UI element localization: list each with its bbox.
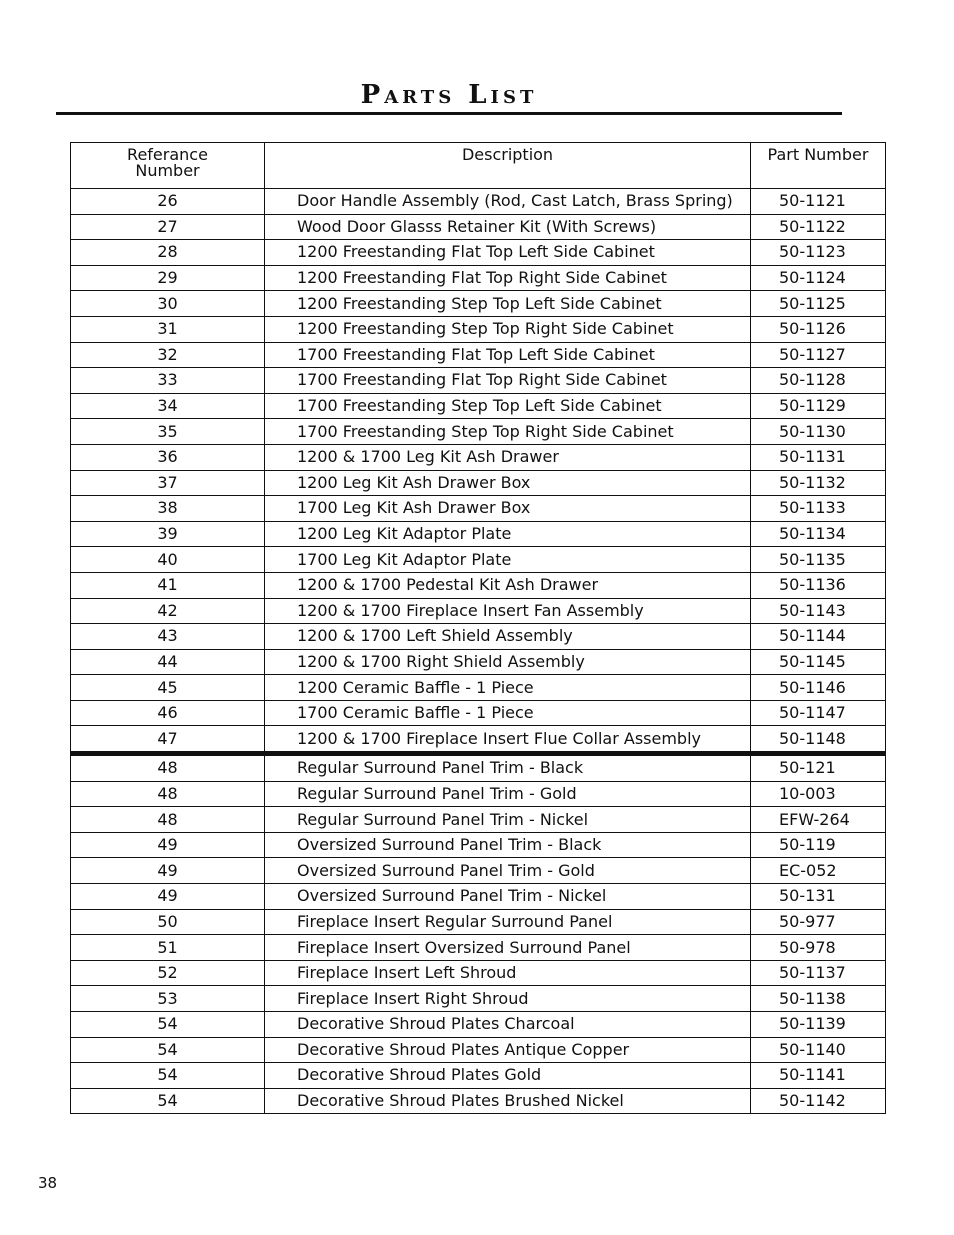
description-cell: Door Handle Assembly (Rod, Cast Latch, Brass Spring) <box>265 189 751 215</box>
description-cell: 1700 Ceramic Baffle - 1 Piece <box>265 700 751 726</box>
description-cell: 1200 Leg Kit Ash Drawer Box <box>265 470 751 496</box>
reference-number-cell: 51 <box>71 935 265 961</box>
reference-number-cell: 43 <box>71 624 265 650</box>
description-cell: 1200 Freestanding Flat Top Left Side Cabinet <box>265 240 751 266</box>
reference-number-cell: 54 <box>71 1037 265 1063</box>
parts-table-body <box>71 189 886 1114</box>
part-number-cell: 50-1127 <box>751 342 886 368</box>
table-row <box>71 884 886 910</box>
reference-number-cell: 45 <box>71 675 265 701</box>
description-cell: 1700 Leg Kit Ash Drawer Box <box>265 496 751 522</box>
reference-number-cell: 50 <box>71 909 265 935</box>
description-cell: Regular Surround Panel Trim - Black <box>265 754 751 782</box>
part-number-cell: 50-1145 <box>751 649 886 675</box>
header-description: Description <box>265 143 751 189</box>
header-part-number: Part Number <box>751 143 886 189</box>
part-number-cell: 50-1143 <box>751 598 886 624</box>
description-cell: Regular Surround Panel Trim - Gold <box>265 781 751 807</box>
part-number-cell: 50-1144 <box>751 624 886 650</box>
part-number-cell: 50-1123 <box>751 240 886 266</box>
part-number-cell: 50-1142 <box>751 1088 886 1114</box>
description-cell: Fireplace Insert Left Shroud <box>265 960 751 986</box>
table-row <box>71 496 886 522</box>
table-row <box>71 858 886 884</box>
table-row <box>71 265 886 291</box>
table-row <box>71 419 886 445</box>
part-number-cell: 50-119 <box>751 832 886 858</box>
reference-number-cell: 54 <box>71 1088 265 1114</box>
part-number-cell: 50-1137 <box>751 960 886 986</box>
reference-number-cell: 40 <box>71 547 265 573</box>
reference-number-cell: 36 <box>71 444 265 470</box>
reference-number-cell: 29 <box>71 265 265 291</box>
reference-number-cell: 42 <box>71 598 265 624</box>
table-row <box>71 572 886 598</box>
part-number-cell: 50-1128 <box>751 368 886 394</box>
table-row <box>71 240 886 266</box>
table-row <box>71 316 886 342</box>
part-number-cell: 50-1148 <box>751 726 886 754</box>
part-number-cell: 50-1134 <box>751 521 886 547</box>
table-row <box>71 649 886 675</box>
part-number-cell: 50-1132 <box>751 470 886 496</box>
table-row <box>71 781 886 807</box>
table-row <box>71 700 886 726</box>
part-number-cell: 50-1124 <box>751 265 886 291</box>
table-row <box>71 832 886 858</box>
description-cell: 1200 & 1700 Fireplace Insert Fan Assembly <box>265 598 751 624</box>
table-row <box>71 444 886 470</box>
part-number-cell: 50-1141 <box>751 1063 886 1089</box>
part-number-cell: EC-052 <box>751 858 886 884</box>
part-number-cell: 50-1126 <box>751 316 886 342</box>
table-row <box>71 342 886 368</box>
part-number-cell: 50-1131 <box>751 444 886 470</box>
reference-number-cell: 28 <box>71 240 265 266</box>
part-number-cell: 50-1147 <box>751 700 886 726</box>
description-cell: 1200 & 1700 Fireplace Insert Flue Collar Assembly <box>265 726 751 754</box>
description-cell: 1200 & 1700 Right Shield Assembly <box>265 649 751 675</box>
description-cell: 1200 Freestanding Step Top Left Side Cabinet <box>265 291 751 317</box>
reference-number-cell: 47 <box>71 726 265 754</box>
table-header-row <box>71 143 886 189</box>
description-cell: Decorative Shroud Plates Charcoal <box>265 1012 751 1038</box>
description-cell: Regular Surround Panel Trim - Nickel <box>265 807 751 833</box>
table-row <box>71 624 886 650</box>
description-cell: Decorative Shroud Plates Antique Copper <box>265 1037 751 1063</box>
description-cell: 1200 Freestanding Step Top Right Side Cabinet <box>265 316 751 342</box>
reference-number-cell: 37 <box>71 470 265 496</box>
description-cell: 1200 Ceramic Baffle - 1 Piece <box>265 675 751 701</box>
parts-table <box>70 142 886 1114</box>
reference-number-cell: 32 <box>71 342 265 368</box>
part-number-cell: 10-003 <box>751 781 886 807</box>
table-row <box>71 960 886 986</box>
description-cell: Fireplace Insert Regular Surround Panel <box>265 909 751 935</box>
table-row <box>71 807 886 833</box>
description-cell: 1700 Freestanding Step Top Right Side Cabinet <box>265 419 751 445</box>
table-row <box>71 935 886 961</box>
part-number-cell: 50-1136 <box>751 572 886 598</box>
reference-number-cell: 31 <box>71 316 265 342</box>
reference-number-cell: 52 <box>71 960 265 986</box>
part-number-cell: EFW-264 <box>751 807 886 833</box>
part-number-cell: 50-1135 <box>751 547 886 573</box>
description-cell: 1700 Freestanding Flat Top Left Side Cabinet <box>265 342 751 368</box>
reference-number-cell: 33 <box>71 368 265 394</box>
reference-number-cell: 26 <box>71 189 265 215</box>
table-row <box>71 598 886 624</box>
reference-number-cell: 54 <box>71 1063 265 1089</box>
part-number-cell: 50-977 <box>751 909 886 935</box>
table-row <box>71 675 886 701</box>
table-row <box>71 521 886 547</box>
table-row <box>71 986 886 1012</box>
reference-number-cell: 54 <box>71 1012 265 1038</box>
description-cell: Decorative Shroud Plates Gold <box>265 1063 751 1089</box>
reference-number-cell: 49 <box>71 858 265 884</box>
table-row <box>71 1012 886 1038</box>
part-number-cell: 50-1125 <box>751 291 886 317</box>
description-cell: Wood Door Glasss Retainer Kit (With Screws) <box>265 214 751 240</box>
reference-number-cell: 27 <box>71 214 265 240</box>
page-number: 38 <box>38 1174 58 1192</box>
table-row <box>71 1037 886 1063</box>
reference-number-cell: 30 <box>71 291 265 317</box>
part-number-cell: 50-1139 <box>751 1012 886 1038</box>
table-row <box>71 1088 886 1114</box>
reference-number-cell: 53 <box>71 986 265 1012</box>
description-cell: 1700 Leg Kit Adaptor Plate <box>265 547 751 573</box>
table-row <box>71 909 886 935</box>
table-row <box>71 368 886 394</box>
reference-number-cell: 38 <box>71 496 265 522</box>
reference-number-cell: 48 <box>71 807 265 833</box>
part-number-cell: 50-131 <box>751 884 886 910</box>
part-number-cell: 50-1121 <box>751 189 886 215</box>
reference-number-cell: 48 <box>71 781 265 807</box>
part-number-cell: 50-1146 <box>751 675 886 701</box>
table-row <box>71 393 886 419</box>
part-number-cell: 50-121 <box>751 754 886 782</box>
description-cell: 1700 Freestanding Flat Top Right Side Cabinet <box>265 368 751 394</box>
part-number-cell: 50-1130 <box>751 419 886 445</box>
table-row <box>71 754 886 782</box>
table-row <box>71 1063 886 1089</box>
description-cell: Oversized Surround Panel Trim - Gold <box>265 858 751 884</box>
description-cell: 1200 & 1700 Leg Kit Ash Drawer <box>265 444 751 470</box>
description-cell: Decorative Shroud Plates Brushed Nickel <box>265 1088 751 1114</box>
description-cell: 1200 Freestanding Flat Top Right Side Cabinet <box>265 265 751 291</box>
description-cell: 1700 Freestanding Step Top Left Side Cabinet <box>265 393 751 419</box>
part-number-cell: 50-1122 <box>751 214 886 240</box>
table-row <box>71 214 886 240</box>
description-cell: 1200 & 1700 Left Shield Assembly <box>265 624 751 650</box>
part-number-cell: 50-1138 <box>751 986 886 1012</box>
description-cell: Fireplace Insert Right Shroud <box>265 986 751 1012</box>
reference-number-cell: 41 <box>71 572 265 598</box>
reference-number-cell: 46 <box>71 700 265 726</box>
description-cell: Fireplace Insert Oversized Surround Panel <box>265 935 751 961</box>
reference-number-cell: 49 <box>71 832 265 858</box>
reference-number-cell: 39 <box>71 521 265 547</box>
part-number-cell: 50-1140 <box>751 1037 886 1063</box>
reference-number-cell: 35 <box>71 419 265 445</box>
description-cell: 1200 & 1700 Pedestal Kit Ash Drawer <box>265 572 751 598</box>
part-number-cell: 50-1133 <box>751 496 886 522</box>
reference-number-cell: 48 <box>71 754 265 782</box>
reference-number-cell: 44 <box>71 649 265 675</box>
table-row <box>71 470 886 496</box>
title-rule <box>56 112 842 115</box>
part-number-cell: 50-978 <box>751 935 886 961</box>
table-row <box>71 189 886 215</box>
reference-number-cell: 34 <box>71 393 265 419</box>
description-cell: 1200 Leg Kit Adaptor Plate <box>265 521 751 547</box>
header-reference-number: Referance Number <box>71 143 265 189</box>
description-cell: Oversized Surround Panel Trim - Black <box>265 832 751 858</box>
table-row <box>71 291 886 317</box>
page-title: Parts List <box>360 80 538 110</box>
part-number-cell: 50-1129 <box>751 393 886 419</box>
table-row <box>71 547 886 573</box>
reference-number-cell: 49 <box>71 884 265 910</box>
description-cell: Oversized Surround Panel Trim - Nickel <box>265 884 751 910</box>
table-row <box>71 726 886 754</box>
